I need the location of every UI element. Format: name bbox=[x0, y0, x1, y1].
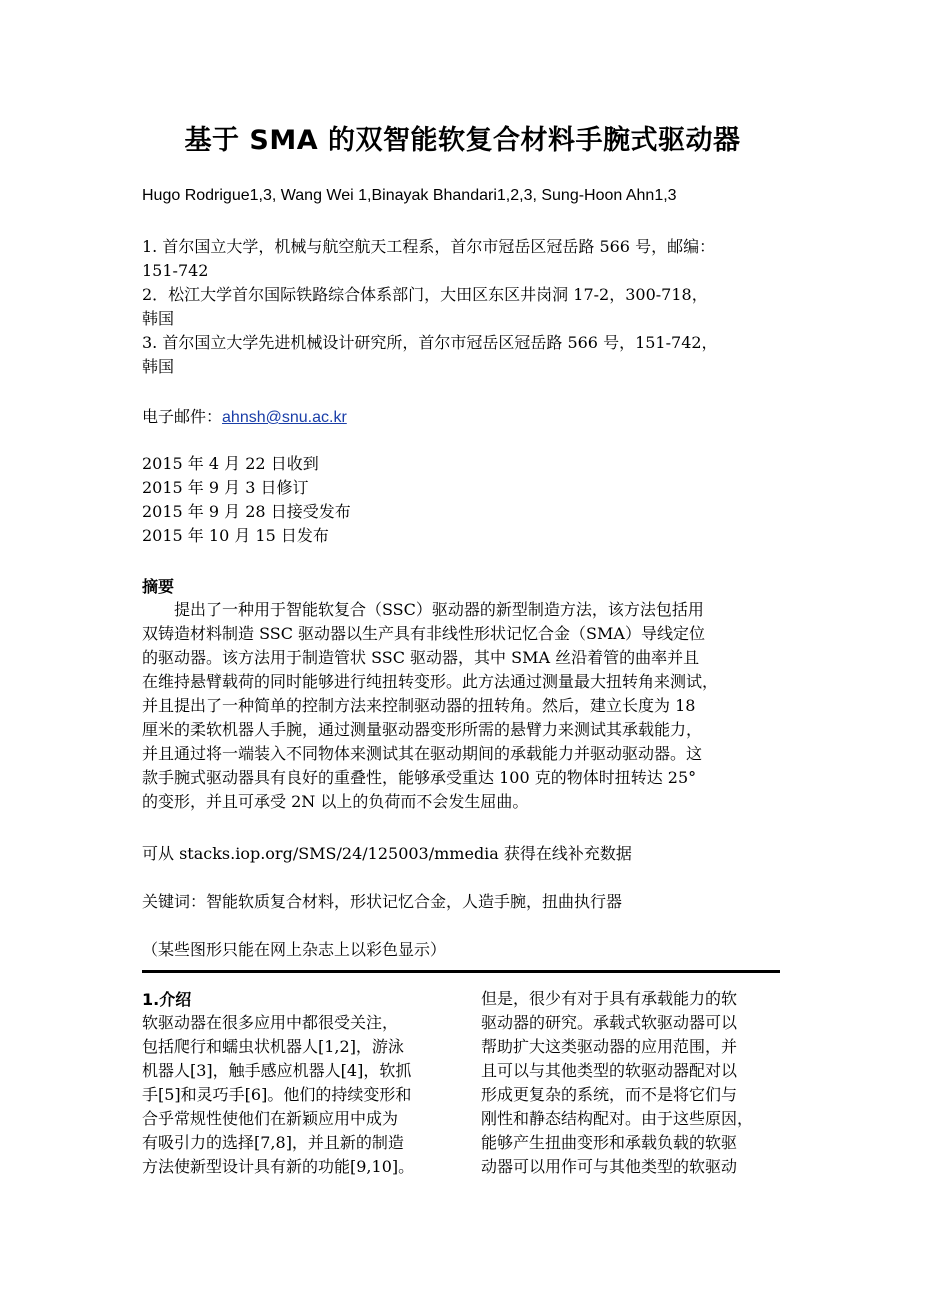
body-line: 但是，很少有对于具有承载能力的软 bbox=[481, 989, 738, 1008]
abstract-line: 在维持悬臂载荷的同时能够进行纯扭转变形。此方法通过测量最大扭转角来测试， bbox=[142, 672, 719, 691]
affiliation-line: 韩国 bbox=[142, 309, 175, 328]
affiliation-line: 2．松江大学首尔国际铁路综合体系部门，大田区东区井岗洞 17-2，300-718， bbox=[142, 285, 708, 304]
keywords: 关键词：智能软质复合材料，形状记忆合金，人造手腕，扭曲执行器 bbox=[142, 892, 623, 911]
affiliations bbox=[142, 235, 792, 379]
body-line: 机器人[3]，触手感应机器人[4]，软抓 bbox=[142, 1061, 412, 1080]
email-link[interactable]: ahnsh@snu.ac.kr bbox=[222, 409, 347, 426]
supplementary-data-note: 可从 stacks.iop.org/SMS/24/125003/mmedia 获得在线补充数据 bbox=[142, 844, 632, 863]
abstract-heading: 摘要 bbox=[142, 577, 175, 596]
introduction-heading: 1.介绍 bbox=[142, 990, 192, 1009]
body-line: 方法使新型设计具有新的功能[9,10]。 bbox=[142, 1157, 415, 1176]
abstract-body bbox=[142, 598, 792, 814]
body-line: 手[5]和灵巧手[6]。他们的持续变形和 bbox=[142, 1085, 412, 1104]
abstract-line: 并且通过将一端装入不同物体来测试其在驱动期间的承载能力并驱动驱动器。这 bbox=[142, 744, 703, 763]
abstract-line: 双铸造材料制造 SSC 驱动器以生产具有非线性形状记忆合金（SMA）导线定位 bbox=[142, 624, 705, 643]
body-line: 合乎常规性使他们在新颖应用中成为 bbox=[142, 1109, 399, 1128]
section-divider bbox=[142, 970, 780, 973]
abstract-line: 款手腕式驱动器具有良好的重叠性，能够承受重达 100 克的物体时扭转达 25° bbox=[142, 768, 697, 787]
email-label: 电子邮件： bbox=[142, 407, 223, 426]
right-column-text bbox=[481, 987, 791, 1179]
left-column-text bbox=[142, 1011, 452, 1179]
date-line: 2015 年 9 月 3 日修订 bbox=[142, 478, 309, 497]
abstract-line: 的变形，并且可承受 2N 以上的负荷而不会发生屈曲。 bbox=[142, 792, 529, 811]
abstract-line: 并且提出了一种简单的控制方法来控制驱动器的扭转角。然后，建立长度为 18 bbox=[142, 696, 696, 715]
email-line bbox=[142, 404, 347, 427]
body-line: 且可以与其他类型的软驱动器配对以 bbox=[481, 1061, 738, 1080]
affiliation-line: 1. 首尔国立大学，机械与航空航天工程系，首尔市冠岳区冠岳路 566 号，邮编： bbox=[142, 237, 716, 256]
abstract-line: 提出了一种用于智能软复合（SSC）驱动器的新型制造方法，该方法包括用 bbox=[142, 600, 704, 619]
author-list: Hugo Rodrigue1,3, Wang Wei 1,Binayak Bhandari1,2,3, Sung-Hoon Ahn1,3 bbox=[142, 187, 677, 204]
body-line: 刚性和静态结构配对。由于这些原因， bbox=[481, 1109, 754, 1128]
body-line: 能够产生扭曲变形和承载负载的软驱 bbox=[481, 1133, 738, 1152]
body-line: 帮助扩大这类驱动器的应用范围，并 bbox=[481, 1037, 738, 1056]
abstract-line: 的驱动器。该方法用于制造管状 SSC 驱动器，其中 SMA 丝沿着管的曲率并且 bbox=[142, 648, 700, 667]
body-line: 驱动器的研究。承载式软驱动器可以 bbox=[481, 1013, 738, 1032]
color-figure-note: （某些图形只能在网上杂志上以彩色显示） bbox=[142, 940, 447, 959]
affiliation-line: 韩国 bbox=[142, 357, 175, 376]
body-line: 动器可以用作可与其他类型的软驱动 bbox=[481, 1157, 738, 1176]
body-line: 包括爬行和蠕虫状机器人[1,2]，游泳 bbox=[142, 1037, 404, 1056]
paper-title: 基于 SMA 的双智能软复合材料手腕式驱动器 bbox=[184, 125, 741, 156]
body-line: 软驱动器在很多应用中都很受关注， bbox=[142, 1013, 399, 1032]
body-line: 有吸引力的选择[7,8]，并且新的制造 bbox=[142, 1133, 404, 1152]
affiliation-line: 3. 首尔国立大学先进机械设计研究所，首尔市冠岳区冠岳路 566 号，151-742， bbox=[142, 333, 718, 352]
affiliation-line: 151-742 bbox=[142, 261, 209, 280]
abstract-line: 厘米的柔软机器人手腕，通过测量驱动器变形所需的悬臂力来测试其承载能力， bbox=[142, 720, 703, 739]
date-line: 2015 年 4 月 22 日收到 bbox=[142, 454, 319, 473]
body-line: 形成更复杂的系统，而不是将它们与 bbox=[481, 1085, 738, 1104]
date-line: 2015 年 10 月 15 日发布 bbox=[142, 526, 329, 545]
date-line: 2015 年 9 月 28 日接受发布 bbox=[142, 502, 351, 521]
publication-dates bbox=[142, 452, 351, 548]
